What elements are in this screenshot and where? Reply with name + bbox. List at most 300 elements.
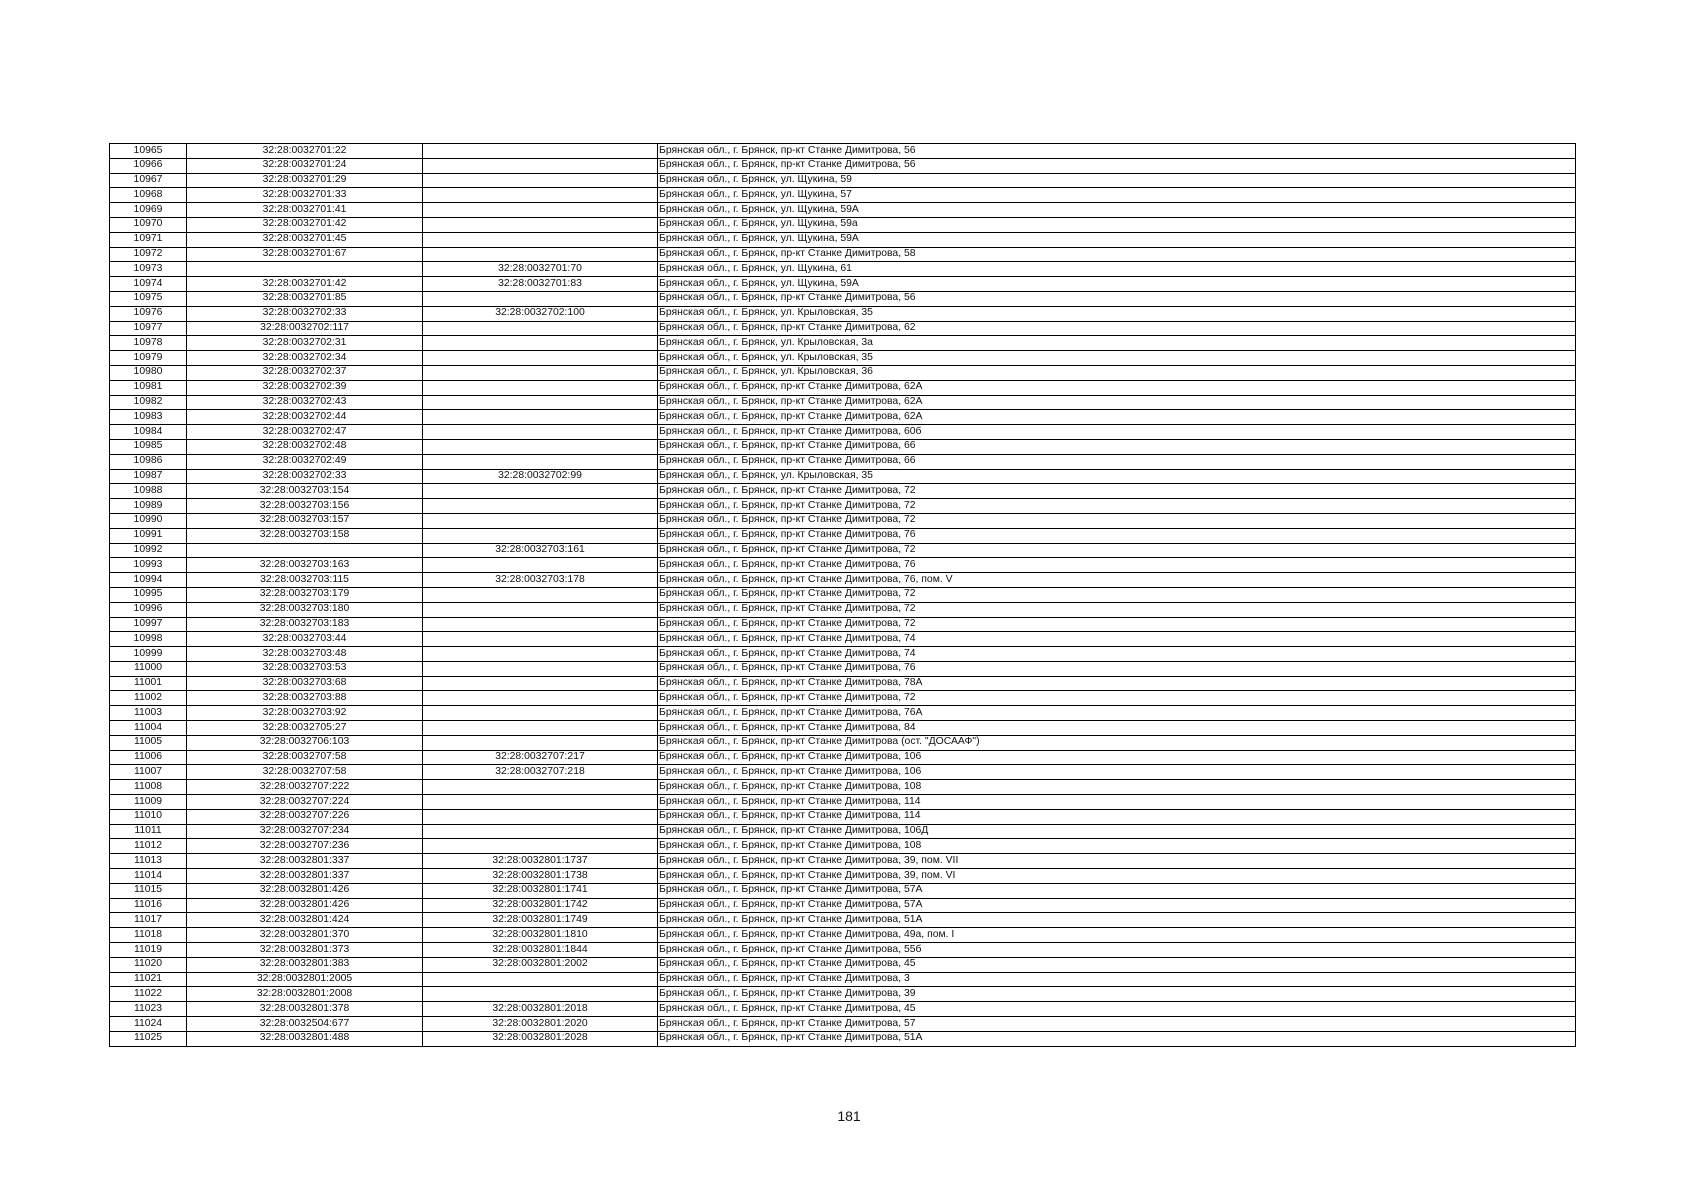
- row-number-cell: 10965: [110, 144, 187, 159]
- related-cadastral-number-cell: [423, 721, 658, 736]
- cadastral-number-cell: 32:28:0032702:49: [187, 454, 423, 469]
- address-cell: Брянская обл., г. Брянск, пр-кт Станке Димитрова, 58: [658, 247, 1576, 262]
- row-number-cell: 10988: [110, 484, 187, 499]
- cadastral-number-cell: 32:28:0032703:92: [187, 706, 423, 721]
- address-cell: Брянская обл., г. Брянск, пр-кт Станке Димитрова, 45: [658, 957, 1576, 972]
- row-number-cell: 10990: [110, 513, 187, 528]
- address-cell: Брянская обл., г. Брянск, пр-кт Станке Димитрова, 74: [658, 632, 1576, 647]
- cadastral-number-cell: 32:28:0032702:39: [187, 380, 423, 395]
- table-row: [110, 750, 1576, 765]
- cadastral-number-cell: 32:28:0032701:42: [187, 277, 423, 292]
- related-cadastral-number-cell: 32:28:0032701:83: [423, 277, 658, 292]
- table-row: [110, 765, 1576, 780]
- row-number-cell: 11012: [110, 839, 187, 854]
- table-row: [110, 987, 1576, 1002]
- row-number-cell: 11016: [110, 898, 187, 913]
- address-cell: Брянская обл., г. Брянск, пр-кт Станке Димитрова, 106Д: [658, 824, 1576, 839]
- table-row: [110, 706, 1576, 721]
- address-cell: Брянская обл., г. Брянск, пр-кт Станке Димитрова, 72: [658, 543, 1576, 558]
- related-cadastral-number-cell: 32:28:0032703:161: [423, 543, 658, 558]
- cadastral-number-cell: 32:28:0032703:115: [187, 573, 423, 588]
- related-cadastral-number-cell: 32:28:0032701:70: [423, 262, 658, 277]
- table-row: [110, 676, 1576, 691]
- related-cadastral-number-cell: [423, 676, 658, 691]
- address-cell: Брянская обл., г. Брянск, пр-кт Станке Димитрова, 51А: [658, 913, 1576, 928]
- related-cadastral-number-cell: [423, 484, 658, 499]
- address-cell: Брянская обл., г. Брянск, ул. Щукина, 59А: [658, 203, 1576, 218]
- table-row: [110, 972, 1576, 987]
- row-number-cell: 10971: [110, 232, 187, 247]
- row-number-cell: 10993: [110, 558, 187, 573]
- cadastral-number-cell: 32:28:0032702:31: [187, 336, 423, 351]
- related-cadastral-number-cell: [423, 839, 658, 854]
- cadastral-number-cell: 32:28:0032701:85: [187, 291, 423, 306]
- address-cell: Брянская обл., г. Брянск, ул. Щукина, 59а: [658, 217, 1576, 232]
- table-row: [110, 839, 1576, 854]
- cadastral-number-cell: 32:28:0032703:180: [187, 602, 423, 617]
- row-number-cell: 11015: [110, 883, 187, 898]
- cadastral-number-cell: 32:28:0032801:2005: [187, 972, 423, 987]
- table-row: [110, 913, 1576, 928]
- related-cadastral-number-cell: [423, 706, 658, 721]
- cadastral-number-cell: 32:28:0032701:29: [187, 173, 423, 188]
- cadastral-number-cell: 32:28:0032801:426: [187, 898, 423, 913]
- address-cell: Брянская обл., г. Брянск, ул. Щукина, 59: [658, 173, 1576, 188]
- address-cell: Брянская обл., г. Брянск, пр-кт Станке Димитрова, 57А: [658, 883, 1576, 898]
- address-cell: Брянская обл., г. Брянск, пр-кт Станке Димитрова, 56: [658, 291, 1576, 306]
- cadastral-number-cell: 32:28:0032801:2008: [187, 987, 423, 1002]
- row-number-cell: 10984: [110, 425, 187, 440]
- table-row: [110, 795, 1576, 810]
- table-body: [110, 144, 1576, 1047]
- related-cadastral-number-cell: [423, 336, 658, 351]
- cadastral-number-cell: 32:28:0032702:43: [187, 395, 423, 410]
- related-cadastral-number-cell: 32:28:0032801:1738: [423, 869, 658, 884]
- address-cell: Брянская обл., г. Брянск, пр-кт Станке Димитрова, 84: [658, 721, 1576, 736]
- row-number-cell: 11019: [110, 943, 187, 958]
- related-cadastral-number-cell: [423, 499, 658, 514]
- table-row: [110, 188, 1576, 203]
- row-number-cell: 11003: [110, 706, 187, 721]
- table-row: [110, 809, 1576, 824]
- table-row: [110, 217, 1576, 232]
- row-number-cell: 10975: [110, 291, 187, 306]
- page-number: 181: [837, 1108, 861, 1124]
- related-cadastral-number-cell: [423, 647, 658, 662]
- related-cadastral-number-cell: 32:28:0032801:2028: [423, 1031, 658, 1046]
- address-cell: Брянская обл., г. Брянск, пр-кт Станке Димитрова, 39, пом. VII: [658, 854, 1576, 869]
- row-number-cell: 11009: [110, 795, 187, 810]
- related-cadastral-number-cell: [423, 661, 658, 676]
- cadastral-number-cell: 32:28:0032801:337: [187, 854, 423, 869]
- related-cadastral-number-cell: 32:28:0032801:1741: [423, 883, 658, 898]
- cadastral-number-cell: 32:28:0032701:24: [187, 158, 423, 173]
- row-number-cell: 10979: [110, 351, 187, 366]
- address-cell: Брянская обл., г. Брянск, ул. Щукина, 59А: [658, 232, 1576, 247]
- address-cell: Брянская обл., г. Брянск, пр-кт Станке Димитрова, 45: [658, 1002, 1576, 1017]
- address-cell: Брянская обл., г. Брянск, ул. Щукина, 59А: [658, 277, 1576, 292]
- cadastral-number-cell: 32:28:0032801:383: [187, 957, 423, 972]
- related-cadastral-number-cell: 32:28:0032702:100: [423, 306, 658, 321]
- related-cadastral-number-cell: 32:28:0032801:2002: [423, 957, 658, 972]
- table-row: [110, 469, 1576, 484]
- related-cadastral-number-cell: [423, 691, 658, 706]
- related-cadastral-number-cell: [423, 158, 658, 173]
- address-cell: Брянская обл., г. Брянск, пр-кт Станке Димитрова, 76, пом. V: [658, 573, 1576, 588]
- related-cadastral-number-cell: [423, 587, 658, 602]
- cadastral-number-cell: 32:28:0032707:226: [187, 809, 423, 824]
- related-cadastral-number-cell: 32:28:0032801:1844: [423, 943, 658, 958]
- row-number-cell: 11002: [110, 691, 187, 706]
- cadastral-number-cell: 32:28:0032801:426: [187, 883, 423, 898]
- related-cadastral-number-cell: [423, 203, 658, 218]
- related-cadastral-number-cell: 32:28:0032801:2020: [423, 1017, 658, 1032]
- row-number-cell: 10977: [110, 321, 187, 336]
- address-cell: Брянская обл., г. Брянск, пр-кт Станке Димитрова (ост. "ДОСААФ"): [658, 735, 1576, 750]
- cadastral-number-cell: 32:28:0032702:34: [187, 351, 423, 366]
- table-row: [110, 661, 1576, 676]
- table-row: [110, 617, 1576, 632]
- related-cadastral-number-cell: [423, 365, 658, 380]
- row-number-cell: 10972: [110, 247, 187, 262]
- cadastral-number-cell: 32:28:0032702:47: [187, 425, 423, 440]
- address-cell: Брянская обл., г. Брянск, пр-кт Станке Димитрова, 3: [658, 972, 1576, 987]
- table-row: [110, 1031, 1576, 1046]
- table-row: [110, 854, 1576, 869]
- cadastral-number-cell: 32:28:0032801:373: [187, 943, 423, 958]
- row-number-cell: 10998: [110, 632, 187, 647]
- table-row: [110, 277, 1576, 292]
- cadastral-number-cell: 32:28:0032705:27: [187, 721, 423, 736]
- table-row: [110, 232, 1576, 247]
- row-number-cell: 11022: [110, 987, 187, 1002]
- related-cadastral-number-cell: [423, 809, 658, 824]
- cadastral-number-cell: 32:28:0032702:117: [187, 321, 423, 336]
- row-number-cell: 11025: [110, 1031, 187, 1046]
- table-row: [110, 543, 1576, 558]
- address-cell: Брянская обл., г. Брянск, пр-кт Станке Димитрова, 39: [658, 987, 1576, 1002]
- related-cadastral-number-cell: [423, 410, 658, 425]
- cadastral-number-cell: 32:28:0032703:88: [187, 691, 423, 706]
- cadastral-number-cell: 32:28:0032707:234: [187, 824, 423, 839]
- related-cadastral-number-cell: [423, 528, 658, 543]
- related-cadastral-number-cell: 32:28:0032702:99: [423, 469, 658, 484]
- address-cell: Брянская обл., г. Брянск, пр-кт Станке Димитрова, 60б: [658, 425, 1576, 440]
- table-row: [110, 351, 1576, 366]
- table-row: [110, 410, 1576, 425]
- row-number-cell: 10985: [110, 439, 187, 454]
- address-cell: Брянская обл., г. Брянск, пр-кт Станке Димитрова, 72: [658, 602, 1576, 617]
- row-number-cell: 11021: [110, 972, 187, 987]
- table-row: [110, 928, 1576, 943]
- row-number-cell: 10999: [110, 647, 187, 662]
- row-number-cell: 10989: [110, 499, 187, 514]
- cadastral-number-cell: [187, 543, 423, 558]
- related-cadastral-number-cell: [423, 232, 658, 247]
- table-row: [110, 439, 1576, 454]
- cadastral-number-cell: 32:28:0032702:48: [187, 439, 423, 454]
- table-row: [110, 365, 1576, 380]
- address-cell: Брянская обл., г. Брянск, пр-кт Станке Димитрова, 56: [658, 144, 1576, 159]
- row-number-cell: 10969: [110, 203, 187, 218]
- cadastral-number-cell: 32:28:0032703:157: [187, 513, 423, 528]
- related-cadastral-number-cell: 32:28:0032801:2018: [423, 1002, 658, 1017]
- row-number-cell: 11001: [110, 676, 187, 691]
- table-row: [110, 321, 1576, 336]
- table-row: [110, 943, 1576, 958]
- row-number-cell: 10967: [110, 173, 187, 188]
- cadastral-number-cell: 32:28:0032703:158: [187, 528, 423, 543]
- table-row: [110, 691, 1576, 706]
- row-number-cell: 10981: [110, 380, 187, 395]
- table-row: [110, 454, 1576, 469]
- table-row: [110, 158, 1576, 173]
- related-cadastral-number-cell: 32:28:0032801:1742: [423, 898, 658, 913]
- related-cadastral-number-cell: 32:28:0032707:217: [423, 750, 658, 765]
- address-cell: Брянская обл., г. Брянск, пр-кт Станке Димитрова, 72: [658, 691, 1576, 706]
- related-cadastral-number-cell: [423, 321, 658, 336]
- table-row: [110, 380, 1576, 395]
- table-row: [110, 395, 1576, 410]
- address-cell: Брянская обл., г. Брянск, пр-кт Станке Димитрова, 72: [658, 513, 1576, 528]
- cadastral-number-cell: 32:28:0032703:156: [187, 499, 423, 514]
- cadastral-number-cell: 32:28:0032701:22: [187, 144, 423, 159]
- address-cell: Брянская обл., г. Брянск, пр-кт Станке Димитрова, 39, пом. VI: [658, 869, 1576, 884]
- address-cell: Брянская обл., г. Брянск, ул. Крыловская, 35: [658, 469, 1576, 484]
- table-row: [110, 573, 1576, 588]
- row-number-cell: 10970: [110, 217, 187, 232]
- related-cadastral-number-cell: [423, 602, 658, 617]
- related-cadastral-number-cell: 32:28:0032801:1810: [423, 928, 658, 943]
- address-cell: Брянская обл., г. Брянск, пр-кт Станке Димитрова, 49а, пом. I: [658, 928, 1576, 943]
- table-row: [110, 632, 1576, 647]
- related-cadastral-number-cell: [423, 425, 658, 440]
- address-cell: Брянская обл., г. Брянск, пр-кт Станке Димитрова, 114: [658, 809, 1576, 824]
- related-cadastral-number-cell: [423, 395, 658, 410]
- cadastral-number-cell: 32:28:0032703:53: [187, 661, 423, 676]
- row-number-cell: 11013: [110, 854, 187, 869]
- cadastral-number-cell: 32:28:0032801:488: [187, 1031, 423, 1046]
- cadastral-number-cell: 32:28:0032703:183: [187, 617, 423, 632]
- row-number-cell: 11011: [110, 824, 187, 839]
- row-number-cell: 11024: [110, 1017, 187, 1032]
- related-cadastral-number-cell: [423, 188, 658, 203]
- row-number-cell: 11014: [110, 869, 187, 884]
- address-cell: Брянская обл., г. Брянск, пр-кт Станке Димитрова, 62: [658, 321, 1576, 336]
- cadastral-number-cell: 32:28:0032703:68: [187, 676, 423, 691]
- related-cadastral-number-cell: 32:28:0032703:178: [423, 573, 658, 588]
- table-row: [110, 291, 1576, 306]
- cadastral-number-cell: 32:28:0032701:42: [187, 217, 423, 232]
- address-cell: Брянская обл., г. Брянск, пр-кт Станке Димитрова, 114: [658, 795, 1576, 810]
- related-cadastral-number-cell: [423, 513, 658, 528]
- table-row: [110, 144, 1576, 159]
- row-number-cell: 10980: [110, 365, 187, 380]
- cadastral-number-cell: 32:28:0032703:179: [187, 587, 423, 602]
- cadastral-number-cell: 32:28:0032702:37: [187, 365, 423, 380]
- address-cell: Брянская обл., г. Брянск, пр-кт Станке Димитрова, 66: [658, 439, 1576, 454]
- row-number-cell: 11007: [110, 765, 187, 780]
- table-row: [110, 247, 1576, 262]
- table-row: [110, 824, 1576, 839]
- address-cell: Брянская обл., г. Брянск, пр-кт Станке Димитрова, 66: [658, 454, 1576, 469]
- table-row: [110, 499, 1576, 514]
- related-cadastral-number-cell: [423, 173, 658, 188]
- row-number-cell: 11010: [110, 809, 187, 824]
- row-number-cell: 10995: [110, 587, 187, 602]
- row-number-cell: 10973: [110, 262, 187, 277]
- address-cell: Брянская обл., г. Брянск, ул. Щукина, 57: [658, 188, 1576, 203]
- address-cell: Брянская обл., г. Брянск, пр-кт Станке Димитрова, 72: [658, 617, 1576, 632]
- related-cadastral-number-cell: 32:28:0032707:218: [423, 765, 658, 780]
- table-row: [110, 558, 1576, 573]
- address-cell: Брянская обл., г. Брянск, пр-кт Станке Димитрова, 74: [658, 647, 1576, 662]
- address-cell: Брянская обл., г. Брянск, пр-кт Станке Димитрова, 108: [658, 839, 1576, 854]
- related-cadastral-number-cell: [423, 824, 658, 839]
- cadastral-number-cell: 32:28:0032801:337: [187, 869, 423, 884]
- cadastral-number-cell: 32:28:0032701:33: [187, 188, 423, 203]
- related-cadastral-number-cell: [423, 987, 658, 1002]
- row-number-cell: 11023: [110, 1002, 187, 1017]
- row-number-cell: 10982: [110, 395, 187, 410]
- address-cell: Брянская обл., г. Брянск, пр-кт Станке Димитрова, 106: [658, 750, 1576, 765]
- table-row: [110, 602, 1576, 617]
- table-row: [110, 513, 1576, 528]
- row-number-cell: 10986: [110, 454, 187, 469]
- related-cadastral-number-cell: [423, 439, 658, 454]
- cadastral-number-cell: 32:28:0032707:236: [187, 839, 423, 854]
- cadastral-number-cell: [187, 262, 423, 277]
- cadastral-number-cell: 32:28:0032703:154: [187, 484, 423, 499]
- related-cadastral-number-cell: [423, 617, 658, 632]
- table-row: [110, 869, 1576, 884]
- row-number-cell: 10992: [110, 543, 187, 558]
- cadastral-number-cell: 32:28:0032504:677: [187, 1017, 423, 1032]
- table-row: [110, 173, 1576, 188]
- related-cadastral-number-cell: [423, 247, 658, 262]
- row-number-cell: 11006: [110, 750, 187, 765]
- row-number-cell: 10994: [110, 573, 187, 588]
- row-number-cell: 10983: [110, 410, 187, 425]
- table-row: [110, 262, 1576, 277]
- address-cell: Брянская обл., г. Брянск, ул. Крыловская, 36: [658, 365, 1576, 380]
- address-cell: Брянская обл., г. Брянск, пр-кт Станке Димитрова, 55б: [658, 943, 1576, 958]
- address-cell: Брянская обл., г. Брянск, ул. Щукина, 61: [658, 262, 1576, 277]
- table-row: [110, 484, 1576, 499]
- table-row: [110, 336, 1576, 351]
- table-row: [110, 735, 1576, 750]
- cadastral-number-cell: 32:28:0032702:44: [187, 410, 423, 425]
- cadastral-number-cell: 32:28:0032707:58: [187, 750, 423, 765]
- cadastral-number-cell: 32:28:0032702:33: [187, 306, 423, 321]
- address-cell: Брянская обл., г. Брянск, пр-кт Станке Димитрова, 57А: [658, 898, 1576, 913]
- cadastral-number-cell: 32:28:0032707:222: [187, 780, 423, 795]
- address-cell: Брянская обл., г. Брянск, ул. Крыловская, 35: [658, 306, 1576, 321]
- related-cadastral-number-cell: [423, 795, 658, 810]
- address-cell: Брянская обл., г. Брянск, пр-кт Станке Димитрова, 108: [658, 780, 1576, 795]
- cadastral-number-cell: 32:28:0032703:48: [187, 647, 423, 662]
- address-cell: Брянская обл., г. Брянск, пр-кт Станке Димитрова, 76А: [658, 706, 1576, 721]
- related-cadastral-number-cell: [423, 217, 658, 232]
- address-cell: Брянская обл., г. Брянск, пр-кт Станке Димитрова, 62А: [658, 395, 1576, 410]
- row-number-cell: 11000: [110, 661, 187, 676]
- related-cadastral-number-cell: 32:28:0032801:1749: [423, 913, 658, 928]
- address-cell: Брянская обл., г. Брянск, пр-кт Станке Димитрова, 72: [658, 484, 1576, 499]
- related-cadastral-number-cell: 32:28:0032801:1737: [423, 854, 658, 869]
- related-cadastral-number-cell: [423, 558, 658, 573]
- row-number-cell: 11005: [110, 735, 187, 750]
- row-number-cell: 10978: [110, 336, 187, 351]
- address-cell: Брянская обл., г. Брянск, пр-кт Станке Димитрова, 56: [658, 158, 1576, 173]
- related-cadastral-number-cell: [423, 291, 658, 306]
- address-cell: Брянская обл., г. Брянск, пр-кт Станке Димитрова, 62А: [658, 410, 1576, 425]
- address-cell: Брянская обл., г. Брянск, пр-кт Станке Димитрова, 57: [658, 1017, 1576, 1032]
- table-row: [110, 647, 1576, 662]
- address-cell: Брянская обл., г. Брянск, пр-кт Станке Димитрова, 76: [658, 661, 1576, 676]
- table-row: [110, 898, 1576, 913]
- cadastral-number-cell: 32:28:0032707:58: [187, 765, 423, 780]
- address-cell: Брянская обл., г. Брянск, пр-кт Станке Димитрова, 78А: [658, 676, 1576, 691]
- table-row: [110, 425, 1576, 440]
- table-row: [110, 1002, 1576, 1017]
- row-number-cell: 11018: [110, 928, 187, 943]
- address-cell: Брянская обл., г. Брянск, пр-кт Станке Димитрова, 106: [658, 765, 1576, 780]
- address-cell: Брянская обл., г. Брянск, пр-кт Станке Димитрова, 62А: [658, 380, 1576, 395]
- address-cell: Брянская обл., г. Брянск, пр-кт Станке Димитрова, 76: [658, 558, 1576, 573]
- cadastral-number-cell: 32:28:0032703:163: [187, 558, 423, 573]
- table-row: [110, 780, 1576, 795]
- row-number-cell: 11008: [110, 780, 187, 795]
- row-number-cell: 10991: [110, 528, 187, 543]
- address-cell: Брянская обл., г. Брянск, пр-кт Станке Димитрова, 51А: [658, 1031, 1576, 1046]
- data-table: [109, 143, 1576, 1047]
- row-number-cell: 11017: [110, 913, 187, 928]
- cadastral-number-cell: 32:28:0032801:424: [187, 913, 423, 928]
- row-number-cell: 10976: [110, 306, 187, 321]
- table-row: [110, 203, 1576, 218]
- related-cadastral-number-cell: [423, 351, 658, 366]
- related-cadastral-number-cell: [423, 735, 658, 750]
- address-cell: Брянская обл., г. Брянск, пр-кт Станке Димитрова, 72: [658, 587, 1576, 602]
- table-row: [110, 883, 1576, 898]
- related-cadastral-number-cell: [423, 780, 658, 795]
- row-number-cell: 10996: [110, 602, 187, 617]
- row-number-cell: 10987: [110, 469, 187, 484]
- table-row: [110, 306, 1576, 321]
- related-cadastral-number-cell: [423, 632, 658, 647]
- row-number-cell: 10968: [110, 188, 187, 203]
- row-number-cell: 10966: [110, 158, 187, 173]
- row-number-cell: 10997: [110, 617, 187, 632]
- address-cell: Брянская обл., г. Брянск, ул. Крыловская, 3а: [658, 336, 1576, 351]
- row-number-cell: 11020: [110, 957, 187, 972]
- cadastral-number-cell: 32:28:0032707:224: [187, 795, 423, 810]
- table-row: [110, 1017, 1576, 1032]
- table-row: [110, 957, 1576, 972]
- address-cell: Брянская обл., г. Брянск, пр-кт Станке Димитрова, 72: [658, 499, 1576, 514]
- related-cadastral-number-cell: [423, 972, 658, 987]
- cadastral-number-cell: 32:28:0032701:67: [187, 247, 423, 262]
- cadastral-number-cell: 32:28:0032702:33: [187, 469, 423, 484]
- cadastral-number-cell: 32:28:0032701:41: [187, 203, 423, 218]
- table-row: [110, 528, 1576, 543]
- address-cell: Брянская обл., г. Брянск, пр-кт Станке Димитрова, 76: [658, 528, 1576, 543]
- cadastral-number-cell: 32:28:0032801:370: [187, 928, 423, 943]
- cadastral-number-cell: 32:28:0032706:103: [187, 735, 423, 750]
- related-cadastral-number-cell: [423, 144, 658, 159]
- table-row: [110, 587, 1576, 602]
- related-cadastral-number-cell: [423, 454, 658, 469]
